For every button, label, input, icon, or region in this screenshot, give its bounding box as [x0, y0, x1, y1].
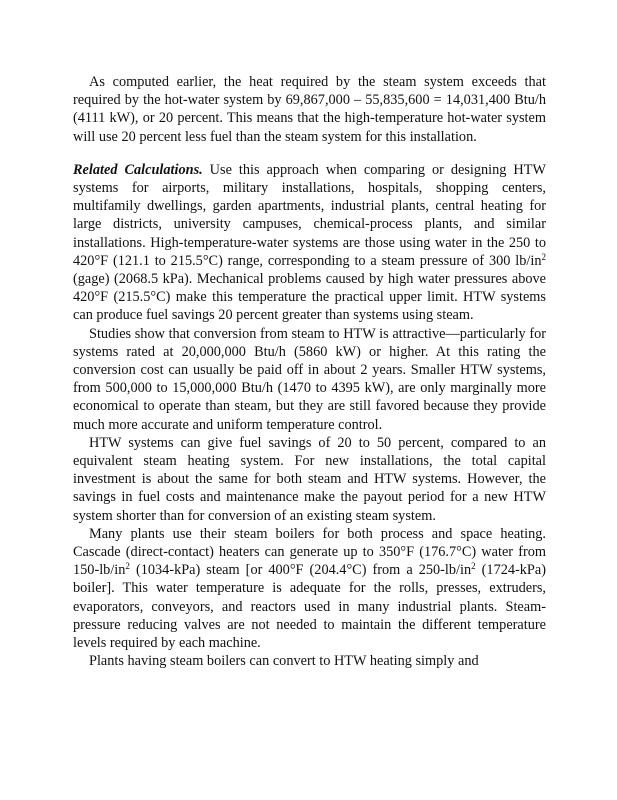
paragraph-cascade-heaters [73, 525, 546, 652]
superscript-2: 2 [471, 561, 476, 572]
paragraph-intro: As computed earlier, the heat required by the steam system exceeds that required by the hot-water system by 69,867,000 – 55,835,600 = 14,031,400 Btu/h (4111 kW), or 20 percent. This means that the high-temperature hot-water system will use 20 percent less fuel than the steam system for this installation. [73, 74, 546, 145]
paragraph-plants-conversion: Plants having steam boilers can convert to HTW heating simply and [89, 653, 479, 670]
superscript-2: 2 [541, 251, 546, 262]
document-body [73, 73, 546, 671]
related-text-2: (gage) (2068.5 kPa). Mechanical problems caused by high water pressures above 420°F (215.5°C) make this temperature the practical upper limit. HTW systems can produce fuel savings 20 percent greater than systems using steam. [73, 271, 546, 324]
paragraph-fuel-savings: HTW systems can give fuel savings of 20 to 50 percent, compared to an equivalent steam heating system. For new installations, the total capital investment is about the same for both steam and HTW systems. However, the savings in fuel costs and maintenance make the payout period for a new HTW system shorter than for conversion of an existing steam system. [73, 434, 546, 524]
cascade-text-2: (1034-kPa) steam [or 400°F (204.4°C) from a 250-lb/in [129, 562, 472, 579]
related-calculations-heading: Related Calculations. [73, 161, 203, 178]
superscript-2: 2 [125, 561, 130, 572]
cascade-text-3: (1724-kPa) boiler]. This water temperature is adequate for the rolls, presses, extruders, evaporators, conveyors, and reactors used in many industrial plants. Steam-pressure reducing valves are not needed to maintain the different temperature levels required by each machine. [73, 562, 546, 652]
related-text-1: Use this approach when comparing or designing HTW systems for airports, military installations, hospitals, shopping centers, multifamily dwellings, garden apartments, industrial plants, central heating for large districts, university campuses, chemical-process plants, and similar installations. High-temperature-water systems are those using water in the 250 to 420°F (121.1 to 215.5°C) range, corresponding to a steam pressure of 300 lb/in [73, 161, 546, 269]
paragraph-studies: Studies show that conversion from steam to HTW is attractive—particularly for systems rated at 20,000,000 Btu/h (5860 kW) or higher. At this rating the conversion cost can usually be paid off in about 2 years. Smaller HTW systems, from 500,000 to 15,000,000 Btu/h (1470 to 4395 kW), are only marginally more economical to operate than steam, but they are still favored because they provide much more accurate and uniform temperature control. [73, 325, 546, 433]
cascade-text-1: Many plants use their steam boilers for both process and space heating. Cascade (direct-contact) heaters can generate up to 350°F (176.7°C) water from 150-lb/in [73, 525, 546, 579]
paragraph-related-calculations [73, 161, 546, 325]
